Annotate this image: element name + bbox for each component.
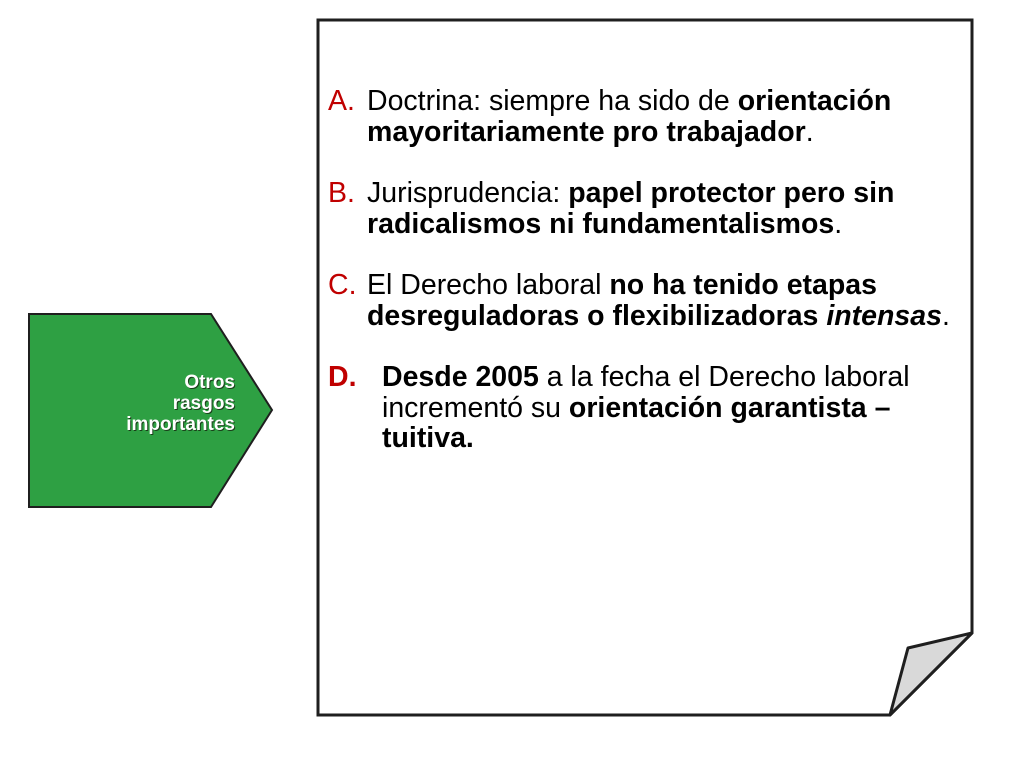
item-text-regular: Jurisprudencia:	[367, 177, 569, 209]
list-item-d	[328, 362, 953, 454]
item-marker: A.	[328, 85, 355, 117]
item-text-bold: orientación garantista – tuitiva.	[382, 391, 891, 454]
item-text-bold: Desde 2005	[382, 361, 539, 393]
item-list	[328, 86, 953, 485]
item-text	[367, 270, 953, 331]
item-text-regular: El Derecho laboral	[367, 269, 610, 301]
arrow-label	[60, 372, 235, 435]
item-text-bold-italic: intensas	[826, 299, 942, 332]
item-marker: D.	[328, 361, 357, 393]
list-item-b	[328, 178, 953, 239]
item-marker: C.	[328, 269, 357, 301]
item-text-regular: Doctrina: siempre ha sido de	[367, 85, 738, 117]
item-text-bold: orientación mayoritariamente pro trabajador	[367, 85, 892, 148]
item-text-regular: .	[805, 115, 814, 148]
arrow-label-line-3: importantes	[126, 414, 235, 435]
arrow-label-line-1: Otros	[184, 372, 235, 393]
item-text-regular: .	[834, 207, 843, 240]
list-item-c	[328, 270, 953, 331]
item-marker: B.	[328, 177, 355, 209]
item-text-regular: a la fecha el Derecho laboral incrementó su	[382, 361, 910, 424]
arrow-label-line-2: rasgos	[172, 393, 235, 414]
item-text	[382, 362, 953, 454]
list-item-a	[328, 86, 953, 147]
item-text-regular: .	[941, 299, 950, 332]
item-text-bold: no ha tenido etapas desreguladoras o flexibilizadoras	[367, 269, 878, 332]
item-text-bold: papel protector pero sin radicalismos ni fundamentalismos	[367, 177, 895, 240]
item-text	[367, 86, 953, 147]
item-text	[367, 178, 953, 239]
